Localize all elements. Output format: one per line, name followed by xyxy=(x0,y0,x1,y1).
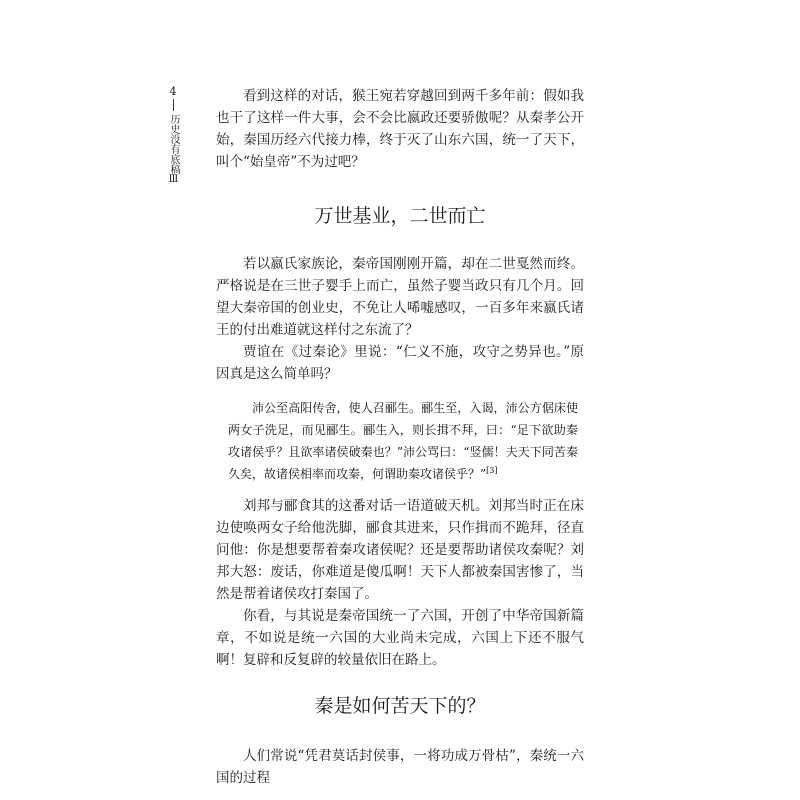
section1-paragraph-2: 贾谊在《过秦论》里说：“仁义不施，攻守之势异也。”原因真是这么简单吗？ xyxy=(216,344,584,382)
intro-paragraph: 看到这样的对话，猴王宛若穿越回到两千多年前：假如我也干了这样一件大事，会不会比嬴政还要骄傲呢？从秦孝公开始，秦国历经六代接力棒，终于灭了山东六国，统一了天下，叫个“始皇帝”不为过吧？ xyxy=(216,88,584,170)
running-head-book-title: 历史没有底稿Ⅲ xyxy=(168,114,179,185)
block-quote xyxy=(228,397,578,485)
page-body xyxy=(216,85,584,789)
page-number: 4 xyxy=(169,85,177,98)
section-heading-2: 秦是如何苦天下的？ xyxy=(314,695,486,717)
section1-paragraph-4: 你看，与其说是秦帝国统一了六国，开创了中华帝国新篇章，不如说是统一六国的大业尚未完成，六国上下还不服气啊！复辟和反复辟的较量依旧在路上。 xyxy=(216,608,584,668)
footnote-marker: [3] xyxy=(486,466,498,475)
section1-paragraph-1: 若以嬴氏家族论，秦帝国刚刚开篇，却在二世戛然而终。严格说是在三世子婴手上而亡，虽然子婴当政只有几个月。回望大秦帝国的创业史，不免让人唏嘘感叹，一百多年来嬴氏诸王的付出难道就这样付之东流了？ xyxy=(216,256,584,338)
running-head xyxy=(166,86,180,185)
running-head-rule xyxy=(173,99,174,111)
section1-paragraph-3: 刘邦与郦食其的这番对话一语道破天机。刘邦当时正在床边使唤两女子给他洗脚，郦食其进来，只作揖而不跪拜，径直问他：你是想要帮着秦攻诸侯呢？还是要帮助诸侯攻秦呢？刘邦大怒：废话，你难道是傻瓜啊！天下人都被秦国害惨了，当然是帮着诸侯攻打秦国了。 xyxy=(216,498,584,602)
section2-paragraph-1: 人们常说“凭君莫话封侯事，一将功成万骨枯”，秦统一六国的过程 xyxy=(216,748,584,786)
section-heading-1: 万世基业，二世而亡 xyxy=(314,205,486,227)
block-quote-text: 沛公至高阳传舍，使人召郦生。郦生至，入谒，沛公方倨床使两女子洗足，而见郦生。郦生入，则长揖不拜，曰：“足下欲助秦攻诸侯乎？且欲率诸侯破秦也？”沛公骂曰：“竖儒！夫天下同苦秦久矣，故诸侯相率而攻秦，何谓助秦攻诸侯乎？” xyxy=(228,401,578,481)
